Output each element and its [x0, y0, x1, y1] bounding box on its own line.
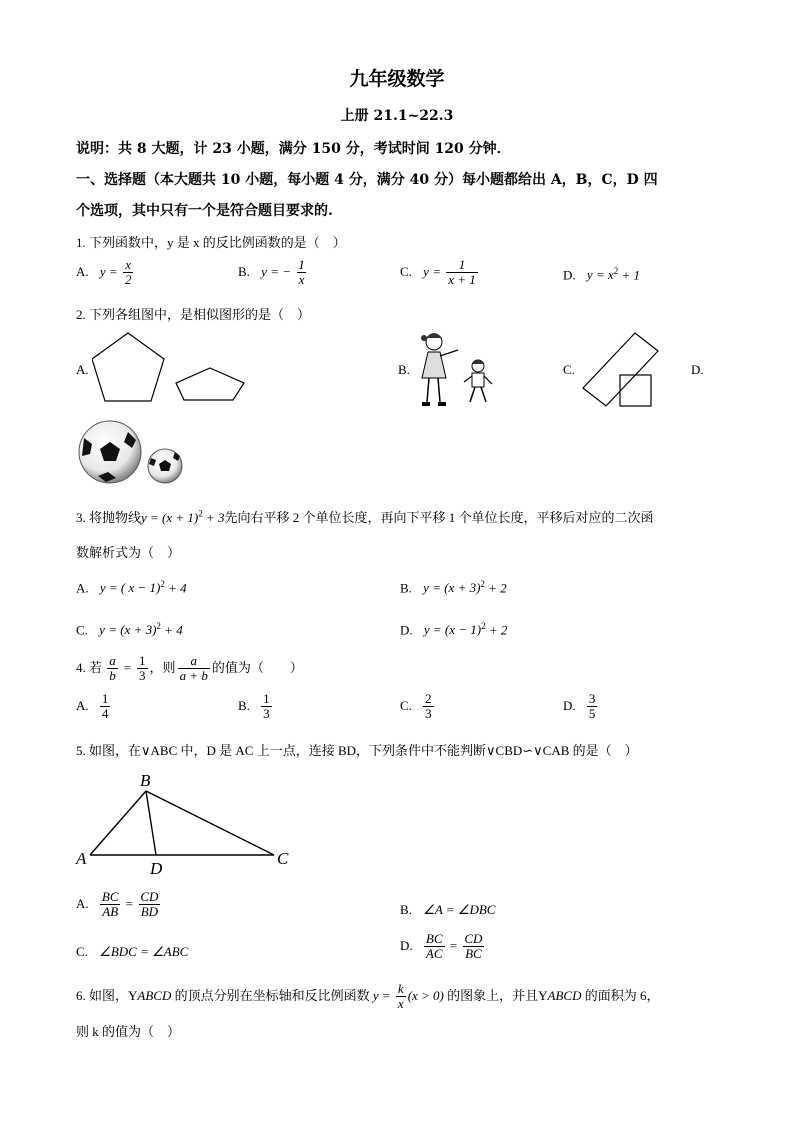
q4-mid: ，则	[149, 659, 176, 675]
q1-option-a	[76, 258, 135, 288]
q3-option-c	[76, 621, 183, 638]
q4-d-fraction	[587, 692, 598, 722]
q1-c-expr: y =	[423, 263, 445, 279]
section-heading-line1: 一、选择题（本大题共 10 小题，每小题 4 分，满分 40 分）每小题都给出 A，B，C，D 四	[76, 172, 658, 188]
page-title: 九年级数学	[349, 68, 445, 90]
q1-c-den: x + 1	[448, 272, 476, 288]
q6-stem-a: 6. 如图，Y	[76, 987, 138, 1003]
q6-stem-b: 的顶点分别在坐标轴和反比例函数	[171, 987, 373, 1003]
q5-a-frac2	[138, 890, 160, 920]
q6-abcd: ABCD	[137, 987, 172, 1003]
q4-stem	[76, 654, 303, 684]
q5-d-frac2	[462, 932, 484, 962]
q3-stem-b: 先向右平移 2 个单位长度，再向下平移 1 个单位长度，平移后对应的二次函	[224, 510, 654, 525]
q4-option-c	[400, 692, 436, 722]
q1-a-label: A.	[76, 263, 89, 279]
q5-d-label: D.	[400, 937, 413, 953]
q2-a-pentagons	[92, 330, 254, 404]
q5-d-eq: =	[446, 937, 461, 953]
q5-d-num1: BC	[425, 931, 443, 946]
q4-a-den: 4	[101, 706, 109, 722]
section-heading-line2: 个选项，其中只有一个是符合题目要求的.	[76, 203, 333, 219]
q4-option-a	[76, 692, 112, 722]
q4-fraction-target	[178, 654, 210, 684]
q6-num: k	[397, 981, 404, 996]
q1-option-d	[563, 266, 640, 283]
q4-a-fraction	[100, 692, 111, 722]
segment-bd	[146, 791, 156, 855]
q3-b-sup: 2	[480, 579, 485, 589]
q1-c-fraction	[446, 258, 478, 288]
q1-d-label: D.	[563, 267, 576, 283]
q5-d-den1: AC	[425, 946, 443, 962]
label-d: D	[150, 859, 163, 878]
q4-f3-num: a	[190, 653, 197, 668]
q5-a-num1: BC	[101, 889, 119, 904]
q5-b-expr: ∠A = ∠DBC	[423, 902, 496, 917]
q4-b-label: B.	[238, 697, 250, 713]
q1-b-num: 1	[298, 257, 305, 272]
q2-d-soccer-balls	[76, 418, 188, 486]
q6-expr: y =	[372, 987, 394, 1003]
q6-den: x	[397, 996, 404, 1012]
q4-b-fraction	[261, 692, 272, 722]
q3-option-b	[400, 579, 507, 596]
girl-shoe-right	[438, 402, 446, 406]
q4-f1-den: b	[109, 668, 116, 684]
q4-c-num: 2	[425, 691, 432, 706]
q1-b-fraction	[296, 258, 307, 288]
q5-option-d	[400, 932, 486, 962]
q4-eq: =	[119, 659, 136, 675]
girl-leg-right	[438, 378, 440, 402]
q4-a-label: A.	[76, 697, 89, 713]
q2-d-label: D.	[691, 362, 704, 377]
q4-d-label: D.	[563, 697, 576, 713]
boy-shirt	[472, 373, 484, 387]
q4-fraction-a-over-b	[107, 654, 118, 684]
q1-a-expr: y =	[99, 263, 121, 279]
q1-stem: 1. 下列函数中，y 是 x 的反比例函数的是（ ）	[76, 235, 346, 250]
q6-abcd-2: ABCD	[547, 987, 582, 1003]
q3-stem-expr: y = (x + 1)	[141, 510, 199, 525]
q3-d-sup: 2	[481, 621, 486, 631]
q5-option-c	[76, 944, 188, 960]
exam-note: 说明：共 8 大题，计 23 小题，满分 150 分，考试时间 120 分钟．	[76, 141, 511, 157]
q5-b-label: B.	[400, 902, 412, 917]
q3-a-sup: 2	[160, 579, 165, 589]
q3-b-expr: y = (x + 3)	[423, 580, 481, 596]
q3-stem-tail: + 3	[202, 510, 225, 525]
q2-b-label: B.	[398, 362, 410, 377]
q4-stem-b: 的值为（ ）	[211, 659, 303, 675]
large-pentagon	[92, 333, 164, 401]
small-pentagon	[176, 368, 244, 400]
q5-a-den2: BD	[140, 904, 159, 920]
q2-b-children-illustration	[416, 326, 502, 412]
q5-option-b	[400, 902, 495, 918]
boy-hair	[472, 360, 484, 364]
segment-bc	[146, 791, 274, 855]
q4-option-b	[238, 692, 274, 722]
q3-option-d	[400, 621, 507, 638]
boy-leg-right	[481, 387, 486, 402]
q5-d-den2: BC	[465, 946, 482, 962]
q6-fraction	[396, 982, 406, 1012]
q1-b-label: B.	[238, 263, 250, 279]
square	[620, 375, 651, 406]
girl-hair	[426, 333, 442, 338]
q3-d-tail: + 2	[485, 622, 508, 638]
q4-c-label: C.	[400, 697, 412, 713]
q3-b-tail: + 2	[484, 580, 507, 596]
boy-arm-right	[484, 376, 492, 384]
girl-arm	[440, 350, 458, 356]
label-c: C	[277, 849, 289, 868]
girl-shoe-left	[422, 402, 430, 406]
q4-f2-num: 1	[139, 653, 146, 668]
q5-d-frac1	[424, 932, 445, 962]
q4-fraction-one-third	[137, 654, 148, 684]
girl-pigtail	[421, 335, 427, 341]
q5-d-num2: CD	[464, 931, 483, 946]
q1-d-expr: y = x	[586, 267, 614, 283]
q3-a-label: A.	[76, 580, 89, 596]
q3-d-label: D.	[400, 622, 413, 638]
q5-a-num2: CD	[140, 889, 159, 904]
q5-c-expr: ∠BDC = ∠ABC	[99, 944, 189, 959]
q5-a-label: A.	[76, 895, 89, 911]
q1-a-fraction	[123, 258, 134, 288]
q5-a-frac1	[100, 890, 121, 920]
q3-option-a	[76, 579, 187, 596]
q1-c-num: 1	[458, 257, 466, 272]
q3-a-tail: + 4	[164, 580, 187, 596]
label-b: B	[140, 771, 151, 790]
q4-option-d	[563, 692, 599, 722]
boy-arm-left	[464, 376, 472, 382]
q3-d-expr: y = (x − 1)	[423, 622, 482, 638]
q6-stem-line1	[76, 982, 660, 1012]
q6-stem-line2: 则 k 的值为（ ）	[76, 1024, 181, 1039]
q3-c-expr: y = (x + 3)	[99, 622, 157, 638]
q4-d-den: 5	[588, 706, 596, 722]
q1-d-sup: 2	[613, 266, 619, 276]
q1-a-den: 2	[124, 272, 132, 288]
q1-option-b	[238, 258, 309, 288]
q3-c-sup: 2	[156, 621, 161, 631]
q5-a-den1: AB	[102, 904, 119, 920]
q4-f1-num: a	[109, 653, 116, 668]
q4-f2-den: 3	[139, 668, 146, 684]
q4-c-fraction	[423, 692, 434, 722]
q3-c-label: C.	[76, 622, 88, 638]
page-subtitle: 上册 21.1~22.3	[340, 108, 454, 124]
q4-a-num: 1	[101, 691, 109, 706]
q6-stem-c: 的图象上，并且Y	[443, 987, 548, 1003]
q3-b-label: B.	[400, 580, 412, 596]
q2-stem: 2. 下列各组图中，是相似图形的是（ ）	[76, 307, 311, 322]
girl-dress	[422, 352, 446, 378]
q4-b-den: 3	[263, 706, 270, 722]
q3-c-tail: + 4	[160, 622, 183, 638]
q2-c-label: C.	[563, 362, 575, 377]
q1-b-expr: y = −	[261, 263, 291, 279]
q1-b-den: x	[298, 272, 305, 288]
q4-f3-den: a + b	[179, 668, 208, 684]
q5-triangle-figure	[74, 770, 296, 878]
q3-stem-a: 3. 将抛物线	[76, 510, 142, 525]
q1-c-label: C.	[400, 263, 412, 279]
q3-a-expr: y = ( x − 1)	[99, 580, 161, 596]
q5-a-eq: =	[122, 895, 137, 911]
q5-stem: 5. 如图，在∨ABC 中，D 是 AC 上一点，连接 BD，下列条件中不能判断∨CBD∽∨CAB 的是（ ）	[76, 743, 638, 758]
q2-a-label: A.	[76, 362, 89, 377]
q5-option-a	[76, 890, 162, 920]
q1-a-num: x	[125, 257, 132, 272]
q6-cond: (x > 0)	[407, 987, 444, 1003]
q4-stem-a: 4. 若	[76, 659, 103, 675]
segment-ab	[90, 791, 146, 855]
q6-stem-d: 的面积为 6，	[581, 987, 660, 1003]
q2-c-rectangles	[580, 330, 664, 408]
q1-d-tail: + 1	[618, 267, 640, 283]
q1-option-c	[400, 258, 480, 288]
q3-stem-sup: 2	[198, 508, 203, 519]
q4-d-num: 3	[588, 691, 596, 706]
label-a: A	[76, 849, 87, 868]
q3-stem-line1	[76, 507, 654, 526]
q5-c-label: C.	[76, 944, 88, 959]
q4-b-num: 1	[263, 691, 270, 706]
q3-stem-line2: 数解析式为（ ）	[76, 545, 181, 560]
girl-leg-left	[427, 378, 429, 402]
boy-leg-left	[470, 387, 475, 402]
q4-c-den: 3	[425, 706, 432, 722]
